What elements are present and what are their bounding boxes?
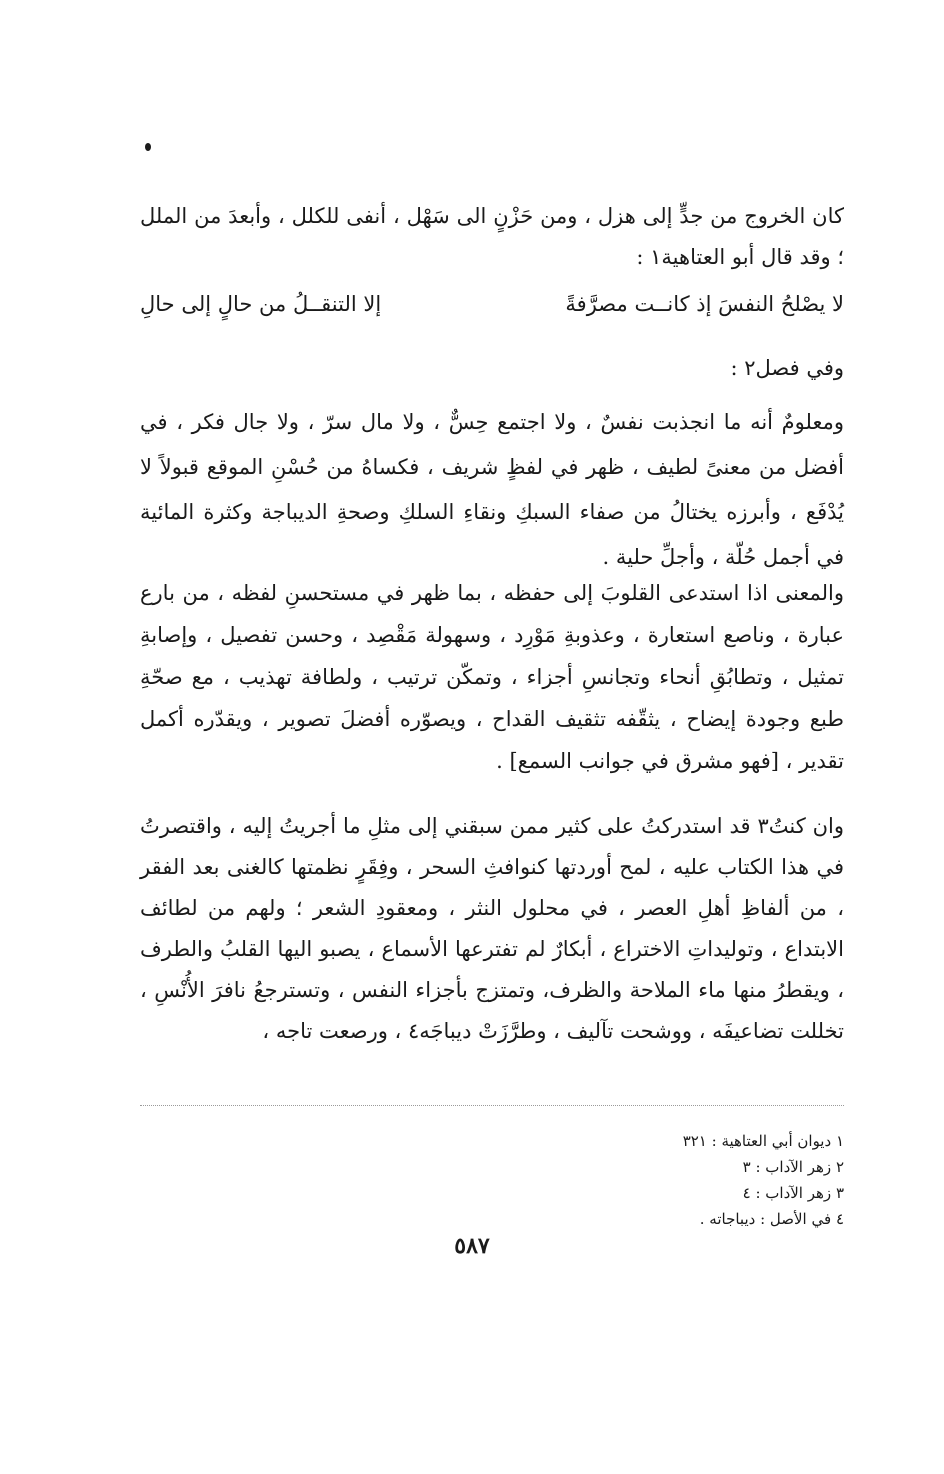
verse-hemistich-2: إلا التنقــلُ من حالٍ إلى حالِ [140,292,382,316]
footnote-4: ٤ في الأصل : ديباجاته . [699,1210,844,1228]
verse-hemistich-1: لا يصْلحُ النفسَ إذ كانــت مصرَّفةً [565,292,844,316]
paragraph-3: والمعنى اذا استدعى القلوبَ إلى حفظه ، بما ظهر في مستحسنِ لفظه ، من بارع عبارة ، وناصع استعارة ، وعذوبةِ مَوْرِد ، وسهولة مَقْصِد ، وحسن تفصيل ، وإصابةِ تمثيل ، وتطابُقِ أنحاء وتجانسِ أجزاء ، وتمكّن ترتيب ، ولطافة تهذيب ، مع صحّةِ طبع وجودة إيضاح ، يثقّفه تثقيف القداح ، ويصوّره أفضلَ تصوير ، ويقدّره أكمل تقدير ، [فهو مشرق في جوانب السمع] . [140,581,844,773]
page-number: ٥٨٧ [454,1233,490,1259]
paragraph-2: ومعلومٌ أنه ما انجذبت نفسٌ ، ولا اجتمع حِسٌّ ، ولا مال سرّ ، ولا جال فكر ، في أفضل من معنىً لطيف ، ظهر في لفظٍ شريف ، فكساهُ من حُسْنِ الموقع قبولاً لا يُدْفَع ، وأبرزه يختالُ من صفاء السبكِ ونقاءِ السلكِ وصحةِ الديباجة وكثرة المائية في أجمل حُلّة ، وأجلِّ حلية . [140,410,844,569]
footnotes [500,1128,844,1232]
paragraph-1: كان الخروج من جدٍّ إلى هزل ، ومن حَزْنٍ الى سَهْل ، أنفى للكلل ، وأبعدَ من الملل ؛ وقد قال أبو العتاهية١ : [140,204,844,269]
footnote-1: ١ ديوان أبي العتاهية : ٣٢١ [682,1132,844,1150]
footnote-3: ٣ زهر الآداب : ٤ [742,1184,844,1202]
footnote-separator [140,1105,844,1106]
verse [140,284,844,325]
page-mark [145,143,151,151]
footnote-2: ٢ زهر الآداب : ٣ [742,1158,844,1176]
section-label: وفي فصل٢ : [730,356,844,380]
paragraph-4: وان كنتُ٣ قد استدركتُ على كثير ممن سبقني إلى مثلِ ما أجريتُ إليه ، واقتصرتُ في هذا الكتاب عليه ، لمح أوردتها كنوافثِ السحر ، وفِقَرٍ نظمتها كالغنى بعد الفقر ، من ألفاظِ أهلِ العصر ، في محلول النثر ، ومعقودِ الشعر ؛ ولهم من لطائف الابتداع ، وتوليداتِ الاختراع ، أبكارٌ لم تفترعها الأسماع ، يصبو اليها القلبُ والطرف ، ويقطرُ منها ماء الملاحة والظرف، وتمتزج بأجزاء النفس ، وتسترجعُ نافرَ الأُنْسِ ، تخللت تضاعيفَه ، ووشحت تآليف ، وطرَّزَتْ ديباجَه٤ ، ورصعت تاجه ، [140,814,845,1043]
